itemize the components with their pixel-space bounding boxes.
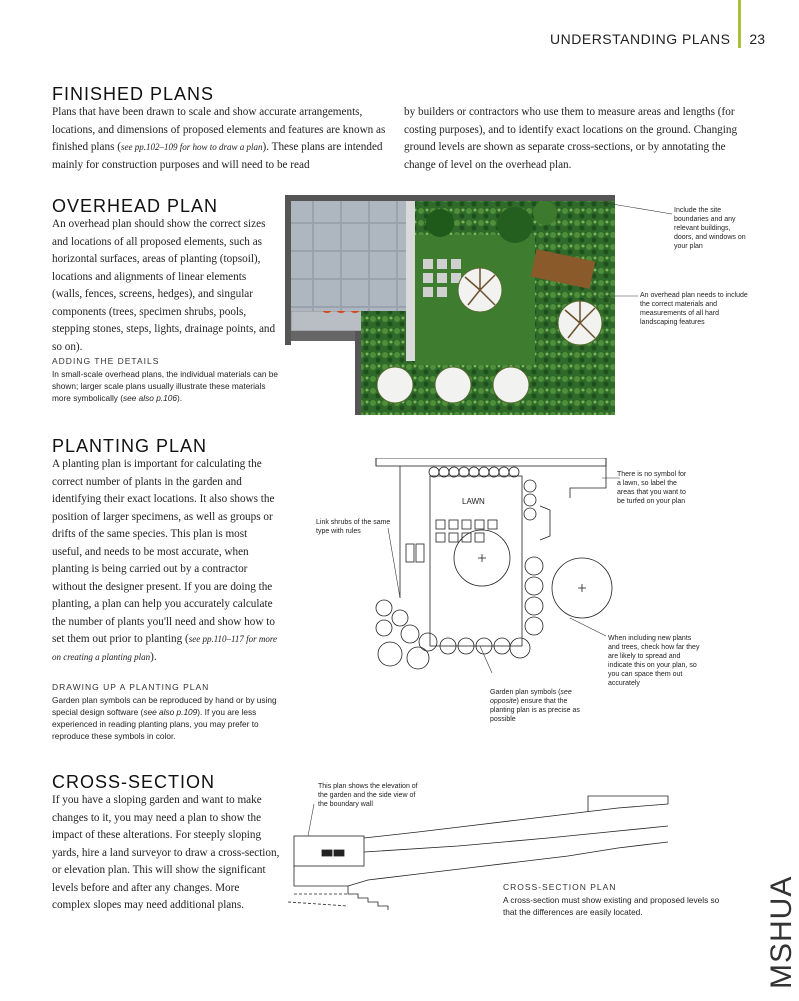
planting-body-text-a: A planting plan is important for calculating the correct number of plants in the garden and identifying their exact locations. It also shows the position of larger specimens, as well as groups or drifts of the same species. This plan is most useful, and needs to be most accurate, when planting is being carried out by a contractor without the designer present. If you are doing the planting, a plan can help you accurately calculate the number of plants you'll need and show how to set them out prior to planting ( — [52, 458, 275, 645]
tree-canopy — [558, 301, 602, 345]
overhead-callout-materials: An overhead plan needs to include the correct materials and measurements of all hard landscaping features — [640, 292, 748, 326]
planting-plan-heading: PLANTING PLAN — [52, 436, 208, 456]
overhead-plan-body: An overhead plan should show the correct sizes and locations of all proposed elements, such as horizontal surfaces, areas of planting (topsoil), locations and alignments of linear elements (walls, fences, screens, hedges), and singular components (trees, specimen shrubs, pools, stepping stones, steps, lights, drainage points, and so on). — [52, 218, 276, 353]
lawn-label: LAWN — [462, 497, 485, 506]
cross-section-body: If you have a sloping garden and want to make changes to it, you may need a plan to show the impact of these alterations. For steeply sloping yards, hire a land surveyor to draw a cross-section, or elevation plan. This will show the significant levels before and after any changes. More complex slopes may need additional plans. — [52, 794, 280, 911]
cross-section-plan-text: A cross-section must show existing and proposed levels so that the differences are easily located. — [503, 895, 720, 917]
page-number: 23 — [749, 31, 765, 47]
drawing-planting-text-b: ). If you are less experienced in reading planting plans, you may prefer to reproduce these symbols in color. — [52, 707, 259, 741]
planting-body-text-b: ). — [150, 650, 157, 663]
cross-section-plan-heading: CROSS-SECTION PLAN — [503, 882, 617, 892]
finished-col1-text-a: Plans that have been drawn to scale and show accurate arrangements, locations, and dimensions of proposed elements and features are known as finished plans ( — [52, 106, 386, 153]
overhead-plan-heading: OVERHEAD PLAN — [52, 196, 219, 216]
planting-callout-link-shrubs: Link shrubs of the same type with rules — [316, 519, 391, 535]
tree-canopy — [458, 268, 502, 312]
finished-plans-col1 — [52, 104, 392, 174]
steps-profile — [348, 886, 388, 910]
planting-plan-body — [52, 456, 280, 666]
running-header — [550, 30, 765, 48]
adding-details-ref: see also p.106 — [123, 393, 177, 403]
adding-details-text — [52, 368, 280, 404]
planting-callout-spread: When including new plants and trees, check how far they are likely to spread and indicate this on your plan, so you can space them out accurately — [608, 635, 700, 687]
header-accent-bar — [738, 0, 741, 48]
adding-details-heading: ADDING THE DETAILS — [52, 356, 160, 366]
drawing-planting-text-a: Garden plan symbols can be reproduced by hand or by using special design software ( — [52, 695, 277, 717]
proposed-ground-line — [294, 842, 668, 886]
drawing-planting-heading: DRAWING UP A PLANTING PLAN — [52, 682, 210, 692]
planting-callout-symbols — [490, 688, 582, 724]
planting-callout-lawn: There is no symbol for a lawn, so label the areas that you want to be turfed on your plan — [617, 471, 687, 505]
cross-section-callout: This plan shows the elevation of the garden and the side view of the boundary wall — [318, 783, 418, 808]
shrub-symbols-left — [376, 600, 530, 669]
shrub-symbols-top — [429, 467, 519, 477]
symbols-callout-ref: see opposite — [490, 689, 572, 705]
drawing-planting-ref: see also p.109 — [143, 707, 198, 717]
cross-section-heading: CROSS-SECTION — [52, 772, 216, 792]
publisher-watermark — [763, 861, 798, 991]
drawing-planting-text — [52, 694, 280, 742]
symbols-callout-text-a: Garden plan symbols ( — [490, 689, 561, 696]
watermark-text: MSHUA — [765, 875, 798, 989]
symbols-callout-text-b: ) ensure that the planting plan is as precise as possible — [490, 698, 580, 723]
running-header-title: UNDERSTANDING PLANS — [550, 31, 731, 47]
finished-plans-col2: by builders or contractors who use them to measure areas and lengths (for costing purposes), and to identify exact locations on the ground. Changing ground levels are shown as separate cross-sections, or by annotating the change of level on the overhead plan. — [404, 106, 738, 171]
tree-canopy — [377, 367, 529, 403]
finished-col1-ref: see pp.102–109 for how to draw a plan — [120, 142, 263, 152]
finished-col1-text-b: ). These plans are intended mainly for construction purposes and will need to be read — [52, 141, 383, 171]
shrub-symbols-right — [524, 480, 543, 635]
adding-details-text-a: In small-scale overhead plans, the individual materials can be shown; larger scale plans usually illustrate these materials more symbolically ( — [52, 369, 278, 403]
overhead-callout-boundaries: Include the site boundaries and any relevant buildings, doors, and windows on your plan — [674, 207, 746, 250]
finished-plans-heading: FINISHED PLANS — [52, 84, 215, 104]
existing-ground-line — [364, 804, 668, 838]
planting-body-ref: see pp.110–117 for more on creating a planting plan — [52, 634, 278, 662]
adding-details-text-b: ). — [176, 393, 183, 403]
overhead-plan-illustration — [285, 195, 615, 415]
planting-plan-illustration — [370, 458, 620, 673]
